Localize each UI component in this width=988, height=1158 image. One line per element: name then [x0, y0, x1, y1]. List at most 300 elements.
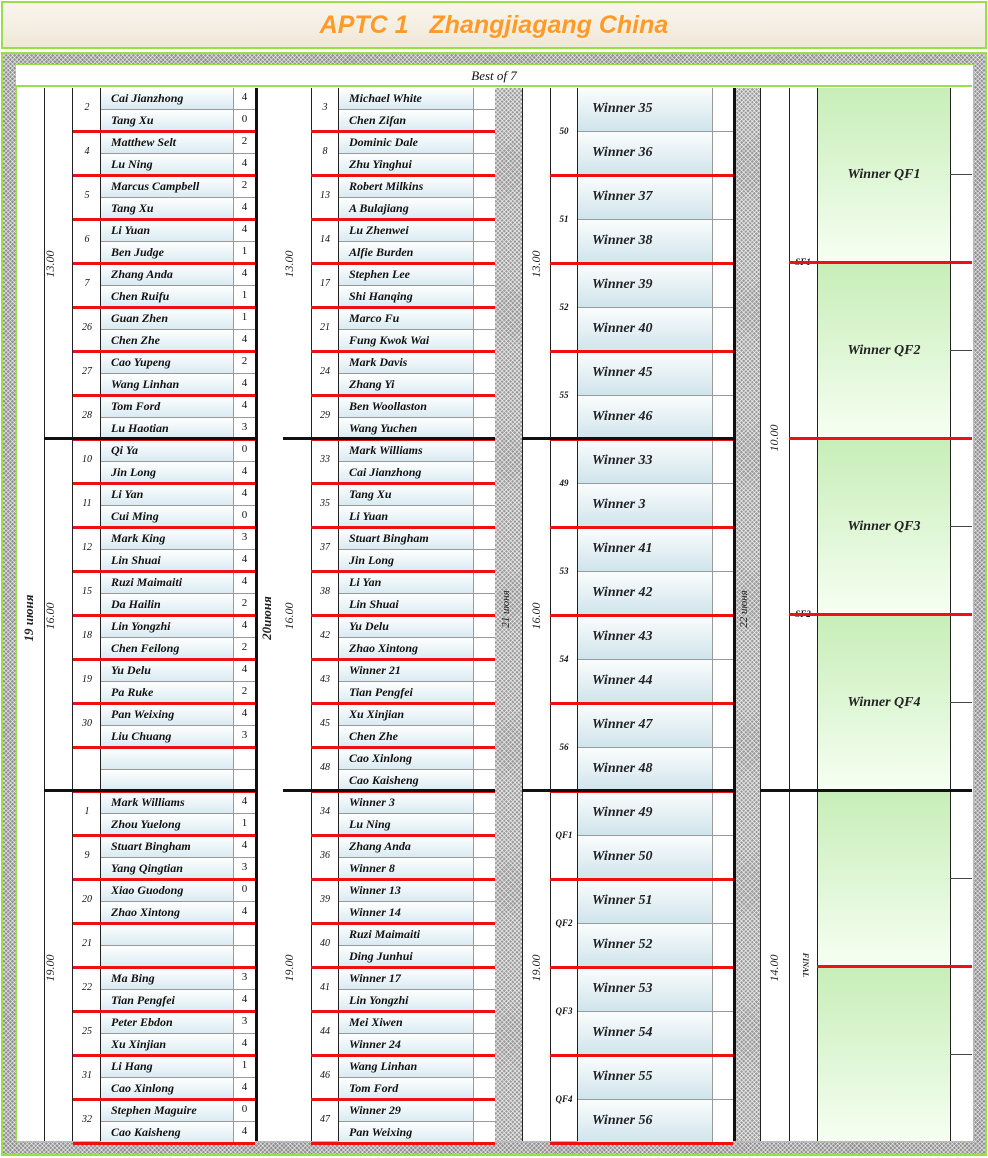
match-divider — [550, 966, 733, 969]
score-cell — [712, 220, 733, 264]
player-name: Zhang Anda — [339, 836, 473, 858]
player-name: Stephen Lee — [339, 264, 473, 286]
score-cell — [473, 902, 495, 924]
score-cell — [473, 616, 495, 638]
score-cell — [473, 88, 495, 110]
score-cell: 4 — [233, 154, 255, 176]
winner-slot: Winner 56 — [578, 1100, 712, 1144]
player-name: Shi Hanqing — [339, 286, 473, 308]
player-name: Cai Jianzhong — [339, 462, 473, 484]
time-label-1600-day3: 16.00 — [529, 602, 543, 630]
match-number: 44 — [320, 1026, 330, 1037]
time-label-1300: 13.00 — [43, 250, 57, 278]
player-name: Zhang Anda — [101, 264, 233, 286]
player-name: Robert Milkins — [339, 176, 473, 198]
match-number: 15 — [82, 586, 92, 597]
score-cell — [712, 748, 733, 792]
player-name: Chen Zhe — [339, 726, 473, 748]
match-number: 40 — [320, 938, 330, 949]
score-cell: 2 — [233, 176, 255, 198]
match-divider — [311, 218, 495, 221]
score-cell — [712, 1012, 733, 1056]
player-name: Guan Zhen — [101, 308, 233, 330]
player-name: Ruzi Maimaiti — [339, 924, 473, 946]
score-cell: 3 — [233, 858, 255, 880]
match-divider — [311, 746, 495, 749]
score-cell — [712, 792, 733, 836]
score-cell — [473, 352, 495, 374]
player-name: Cao Xinlong — [339, 748, 473, 770]
match-divider — [311, 966, 495, 969]
player-name — [101, 924, 233, 946]
score-cell: 4 — [233, 550, 255, 572]
time-label-1300-day2: 13.00 — [282, 250, 296, 278]
score-cell — [473, 132, 495, 154]
match-divider — [73, 878, 255, 881]
score-cell: 4 — [233, 1122, 255, 1144]
player-name: Winner 8 — [339, 858, 473, 880]
time-label-1900-day2: 19.00 — [282, 954, 296, 982]
score-cell: 1 — [233, 242, 255, 264]
match-divider — [73, 966, 255, 969]
match-divider — [73, 1054, 255, 1057]
score-cell: 4 — [233, 198, 255, 220]
score-cell: 2 — [233, 638, 255, 660]
player-name: Peter Ebdon — [101, 1012, 233, 1034]
score-cell: 4 — [233, 264, 255, 286]
match-number: 13 — [320, 190, 330, 201]
score-cell: 0 — [233, 880, 255, 902]
player-name: Ding Junhui — [339, 946, 473, 968]
score-cell: 3 — [233, 726, 255, 748]
match-divider — [311, 1142, 495, 1145]
match-divider — [311, 174, 495, 177]
player-name: Winner 24 — [339, 1034, 473, 1056]
score-cell — [473, 968, 495, 990]
match-number: 56 — [559, 742, 569, 752]
time-label-1600: 16.00 — [43, 602, 57, 630]
match-number: 37 — [320, 542, 330, 553]
match-number: 18 — [82, 630, 92, 641]
qf-winner-slot: Winner QF1 — [818, 88, 950, 262]
time-label-1400: 14.00 — [767, 954, 781, 982]
match-number: 10 — [82, 454, 92, 465]
score-cell — [473, 1034, 495, 1056]
match-number: 20 — [82, 894, 92, 905]
match-divider — [73, 130, 255, 133]
score-cell — [473, 484, 495, 506]
score-tick — [950, 350, 972, 351]
score-cell: 1 — [233, 308, 255, 330]
page-title: APTC 1 Zhangjiagang China — [319, 10, 669, 39]
score-cell: 0 — [233, 440, 255, 462]
score-cell — [473, 374, 495, 396]
player-name: A Bulajiang — [339, 198, 473, 220]
winner-slot: Winner 48 — [578, 748, 712, 792]
player-name: Li Yuan — [101, 220, 233, 242]
player-name: Lu Ning — [101, 154, 233, 176]
match-number: 29 — [320, 410, 330, 421]
player-name — [101, 748, 233, 770]
match-divider — [311, 702, 495, 705]
player-name: Yu Delu — [101, 660, 233, 682]
player-name — [101, 946, 233, 968]
player-name: Tang Xu — [101, 110, 233, 132]
match-divider — [73, 350, 255, 353]
winner-slot: Winner 45 — [578, 352, 712, 396]
match-number: 21 — [320, 322, 330, 333]
match-divider — [73, 174, 255, 177]
match-number: 14 — [320, 234, 330, 245]
final-slot-bottom — [818, 968, 950, 1141]
match-number: 35 — [320, 498, 330, 509]
match-number: 49 — [559, 478, 569, 488]
winner-slot: Winner 33 — [578, 440, 712, 484]
day-label-4: 22 июня — [738, 590, 750, 628]
semi-divider — [789, 261, 972, 264]
match-number: 51 — [559, 214, 569, 224]
match-number: 34 — [320, 806, 330, 817]
player-name: Tang Xu — [339, 484, 473, 506]
player-name: Mark Davis — [339, 352, 473, 374]
score-cell: 4 — [233, 484, 255, 506]
player-name: Lu Zhenwei — [339, 220, 473, 242]
score-cell — [473, 594, 495, 616]
score-cell — [233, 946, 255, 968]
score-tick — [950, 878, 972, 879]
winner-slot: Winner 42 — [578, 572, 712, 616]
match-number: 8 — [322, 146, 328, 157]
player-name: Da Hailin — [101, 594, 233, 616]
score-cell: 4 — [233, 990, 255, 1012]
match-divider — [550, 350, 733, 353]
score-cell: 4 — [233, 836, 255, 858]
match-number: QF3 — [555, 1006, 573, 1016]
player-name: Qi Ya — [101, 440, 233, 462]
match-number: 11 — [82, 498, 92, 509]
score-cell — [712, 704, 733, 748]
score-cell — [473, 308, 495, 330]
player-name: Zhang Yi — [339, 374, 473, 396]
score-cell: 4 — [233, 1034, 255, 1056]
match-divider — [73, 1010, 255, 1013]
score-cell — [473, 572, 495, 594]
match-number: 28 — [82, 410, 92, 421]
match-divider — [311, 834, 495, 837]
match-number: 17 — [320, 278, 330, 289]
score-cell — [473, 154, 495, 176]
player-name: Winner 3 — [339, 792, 473, 814]
match-number: 48 — [320, 762, 330, 773]
score-cell — [473, 924, 495, 946]
score-tick — [950, 702, 972, 703]
score-cell — [473, 176, 495, 198]
score-cell — [233, 924, 255, 946]
player-name: Chen Zifan — [339, 110, 473, 132]
match-number: 52 — [559, 302, 569, 312]
score-cell: 2 — [233, 594, 255, 616]
player-name: Ma Bing — [101, 968, 233, 990]
player-name: Chen Feilong — [101, 638, 233, 660]
score-cell: 4 — [233, 374, 255, 396]
winner-slot: Winner 3 — [578, 484, 712, 528]
score-cell — [473, 110, 495, 132]
score-cell — [473, 1078, 495, 1100]
winner-slot: Winner 44 — [578, 660, 712, 704]
player-name: Lu Haotian — [101, 418, 233, 440]
score-cell: 4 — [233, 462, 255, 484]
match-number: 3 — [322, 102, 328, 113]
winner-slot: Winner 54 — [578, 1012, 712, 1056]
player-name: Yu Delu — [339, 616, 473, 638]
match-divider — [550, 1142, 733, 1145]
match-divider — [311, 570, 495, 573]
match-divider — [73, 482, 255, 485]
score-cell: 4 — [233, 572, 255, 594]
score-cell: 3 — [233, 528, 255, 550]
match-divider — [73, 394, 255, 397]
player-name: Cai Jianzhong — [101, 88, 233, 110]
score-cell — [473, 726, 495, 748]
winner-slot: Winner 37 — [578, 176, 712, 220]
match-number: 30 — [82, 718, 92, 729]
score-cell — [473, 638, 495, 660]
player-name: Wang Yuchen — [339, 418, 473, 440]
match-number: 1 — [84, 806, 90, 817]
score-cell — [473, 330, 495, 352]
match-number: QF1 — [555, 830, 573, 840]
match-number: 33 — [320, 454, 330, 465]
score-cell: 0 — [233, 110, 255, 132]
score-cell — [712, 396, 733, 440]
score-cell — [473, 990, 495, 1012]
match-divider — [550, 262, 733, 265]
score-cell — [712, 176, 733, 220]
match-divider — [73, 702, 255, 705]
player-name: Ben Woollaston — [339, 396, 473, 418]
player-name: Fung Kwok Wai — [339, 330, 473, 352]
match-number: 31 — [82, 1070, 92, 1081]
score-cell: 3 — [233, 418, 255, 440]
final-label: FINAL — [801, 952, 810, 978]
score-cell — [473, 1056, 495, 1078]
player-name: Pan Weixing — [101, 704, 233, 726]
score-cell — [712, 440, 733, 484]
score-cell — [712, 660, 733, 704]
score-cell — [473, 1122, 495, 1144]
player-name: Lin Shuai — [101, 550, 233, 572]
match-divider — [311, 1098, 495, 1101]
player-name: Tom Ford — [339, 1078, 473, 1100]
score-cell — [473, 814, 495, 836]
match-number: 32 — [82, 1114, 92, 1125]
match-divider — [311, 1054, 495, 1057]
score-cell: 4 — [233, 220, 255, 242]
winner-slot: Winner 46 — [578, 396, 712, 440]
player-name: Zhao Xintong — [339, 638, 473, 660]
match-divider — [311, 922, 495, 925]
score-tick — [950, 1054, 972, 1055]
player-name: Alfie Burden — [339, 242, 473, 264]
qf-winner-slot: Winner QF4 — [818, 616, 950, 790]
score-cell: 4 — [233, 660, 255, 682]
score-cell: 2 — [233, 682, 255, 704]
player-name: Lin Yongzhi — [101, 616, 233, 638]
score-tick — [950, 526, 972, 527]
match-number: 36 — [320, 850, 330, 861]
match-number: 38 — [320, 586, 330, 597]
match-number: 45 — [320, 718, 330, 729]
winner-slot: Winner 41 — [578, 528, 712, 572]
match-divider — [550, 878, 733, 881]
match-divider — [311, 614, 495, 617]
player-name: Winner 21 — [339, 660, 473, 682]
player-name: Cao Kaisheng — [101, 1122, 233, 1144]
score-cell — [473, 220, 495, 242]
score-cell: 0 — [233, 506, 255, 528]
winner-slot: Winner 47 — [578, 704, 712, 748]
day-label-3: 21 июня — [500, 590, 512, 628]
player-name: Tian Pengfei — [339, 682, 473, 704]
player-name: Wang Linhan — [101, 374, 233, 396]
score-cell — [473, 1012, 495, 1034]
player-name: Michael White — [339, 88, 473, 110]
winner-slot: Winner 50 — [578, 836, 712, 880]
winner-slot: Winner 38 — [578, 220, 712, 264]
score-cell — [473, 242, 495, 264]
score-cell: 4 — [233, 396, 255, 418]
match-number: 50 — [559, 126, 569, 136]
match-divider — [73, 922, 255, 925]
player-name: Lu Ning — [339, 814, 473, 836]
score-cell: 1 — [233, 814, 255, 836]
match-number: QF2 — [555, 918, 573, 928]
match-number: 4 — [84, 146, 90, 157]
winner-slot: Winner 53 — [578, 968, 712, 1012]
player-name: Pan Weixing — [339, 1122, 473, 1144]
score-cell — [712, 836, 733, 880]
player-name: Zhou Yuelong — [101, 814, 233, 836]
qf-winner-slot: Winner QF3 — [818, 440, 950, 614]
match-divider — [73, 658, 255, 661]
score-cell — [473, 836, 495, 858]
match-number: 46 — [320, 1070, 330, 1081]
match-number: 26 — [82, 322, 92, 333]
match-number: QF4 — [555, 1094, 573, 1104]
match-number: 6 — [84, 234, 90, 245]
match-number: 21 — [82, 938, 92, 949]
match-divider — [73, 218, 255, 221]
player-name: Mark Williams — [101, 792, 233, 814]
match-number: 27 — [82, 366, 92, 377]
match-divider — [73, 570, 255, 573]
player-name: Chen Zhe — [101, 330, 233, 352]
match-divider — [311, 878, 495, 881]
score-cell: 1 — [233, 1056, 255, 1078]
match-divider — [73, 1142, 255, 1145]
match-divider — [550, 174, 733, 177]
winner-slot: Winner 40 — [578, 308, 712, 352]
player-name: Stephen Maguire — [101, 1100, 233, 1122]
score-cell: 4 — [233, 616, 255, 638]
player-name: Wang Linhan — [339, 1056, 473, 1078]
match-divider — [550, 1054, 733, 1057]
winner-slot: Winner 55 — [578, 1056, 712, 1100]
match-number: 24 — [320, 366, 330, 377]
match-divider — [311, 482, 495, 485]
score-cell — [473, 946, 495, 968]
player-name: Cao Yupeng — [101, 352, 233, 374]
player-name: Marco Fu — [339, 308, 473, 330]
match-number: 2 — [84, 102, 90, 113]
score-cell — [473, 792, 495, 814]
score-cell — [473, 704, 495, 726]
player-name: Mei Xiwen — [339, 1012, 473, 1034]
match-number: 5 — [84, 190, 90, 201]
player-name: Tom Ford — [101, 396, 233, 418]
match-divider — [73, 262, 255, 265]
score-cell — [712, 616, 733, 660]
score-cell — [473, 198, 495, 220]
match-number: 22 — [82, 982, 92, 993]
score-cell: 2 — [233, 352, 255, 374]
match-divider — [311, 130, 495, 133]
match-number: 19 — [82, 674, 92, 685]
match-number: 41 — [320, 982, 330, 993]
player-name: Ben Judge — [101, 242, 233, 264]
match-number: 47 — [320, 1114, 330, 1125]
score-cell — [712, 308, 733, 352]
match-number: 53 — [559, 566, 569, 576]
match-divider — [311, 306, 495, 309]
player-name: Jin Long — [101, 462, 233, 484]
bracket-grid — [17, 88, 972, 1141]
score-cell — [712, 1100, 733, 1144]
match-divider — [73, 834, 255, 837]
player-name: Zhu Yinghui — [339, 154, 473, 176]
semi-divider — [789, 613, 972, 616]
score-cell: 3 — [233, 968, 255, 990]
player-name: Liu Chuang — [101, 726, 233, 748]
score-cell — [712, 528, 733, 572]
qf-winner-slot: Winner QF2 — [818, 264, 950, 438]
match-divider — [550, 614, 733, 617]
match-divider — [73, 614, 255, 617]
player-name: Xu Xinjian — [339, 704, 473, 726]
player-name: Lin Yongzhi — [339, 990, 473, 1012]
score-cell — [473, 550, 495, 572]
score-cell — [473, 528, 495, 550]
match-divider — [73, 526, 255, 529]
title-bar — [1, 1, 987, 49]
player-name: Xu Xinjian — [101, 1034, 233, 1056]
player-name: Lin Shuai — [339, 594, 473, 616]
score-cell — [473, 440, 495, 462]
score-cell: 4 — [233, 792, 255, 814]
match-divider — [73, 746, 255, 749]
score-cell — [473, 506, 495, 528]
winner-slot: Winner 35 — [578, 88, 712, 132]
score-cell — [473, 396, 495, 418]
score-cell: 4 — [233, 1078, 255, 1100]
match-number: 42 — [320, 630, 330, 641]
score-cell — [473, 748, 495, 770]
winner-slot: Winner 43 — [578, 616, 712, 660]
player-name: Stuart Bingham — [339, 528, 473, 550]
player-name: Stuart Bingham — [101, 836, 233, 858]
player-name: Li Yan — [101, 484, 233, 506]
player-name: Winner 17 — [339, 968, 473, 990]
